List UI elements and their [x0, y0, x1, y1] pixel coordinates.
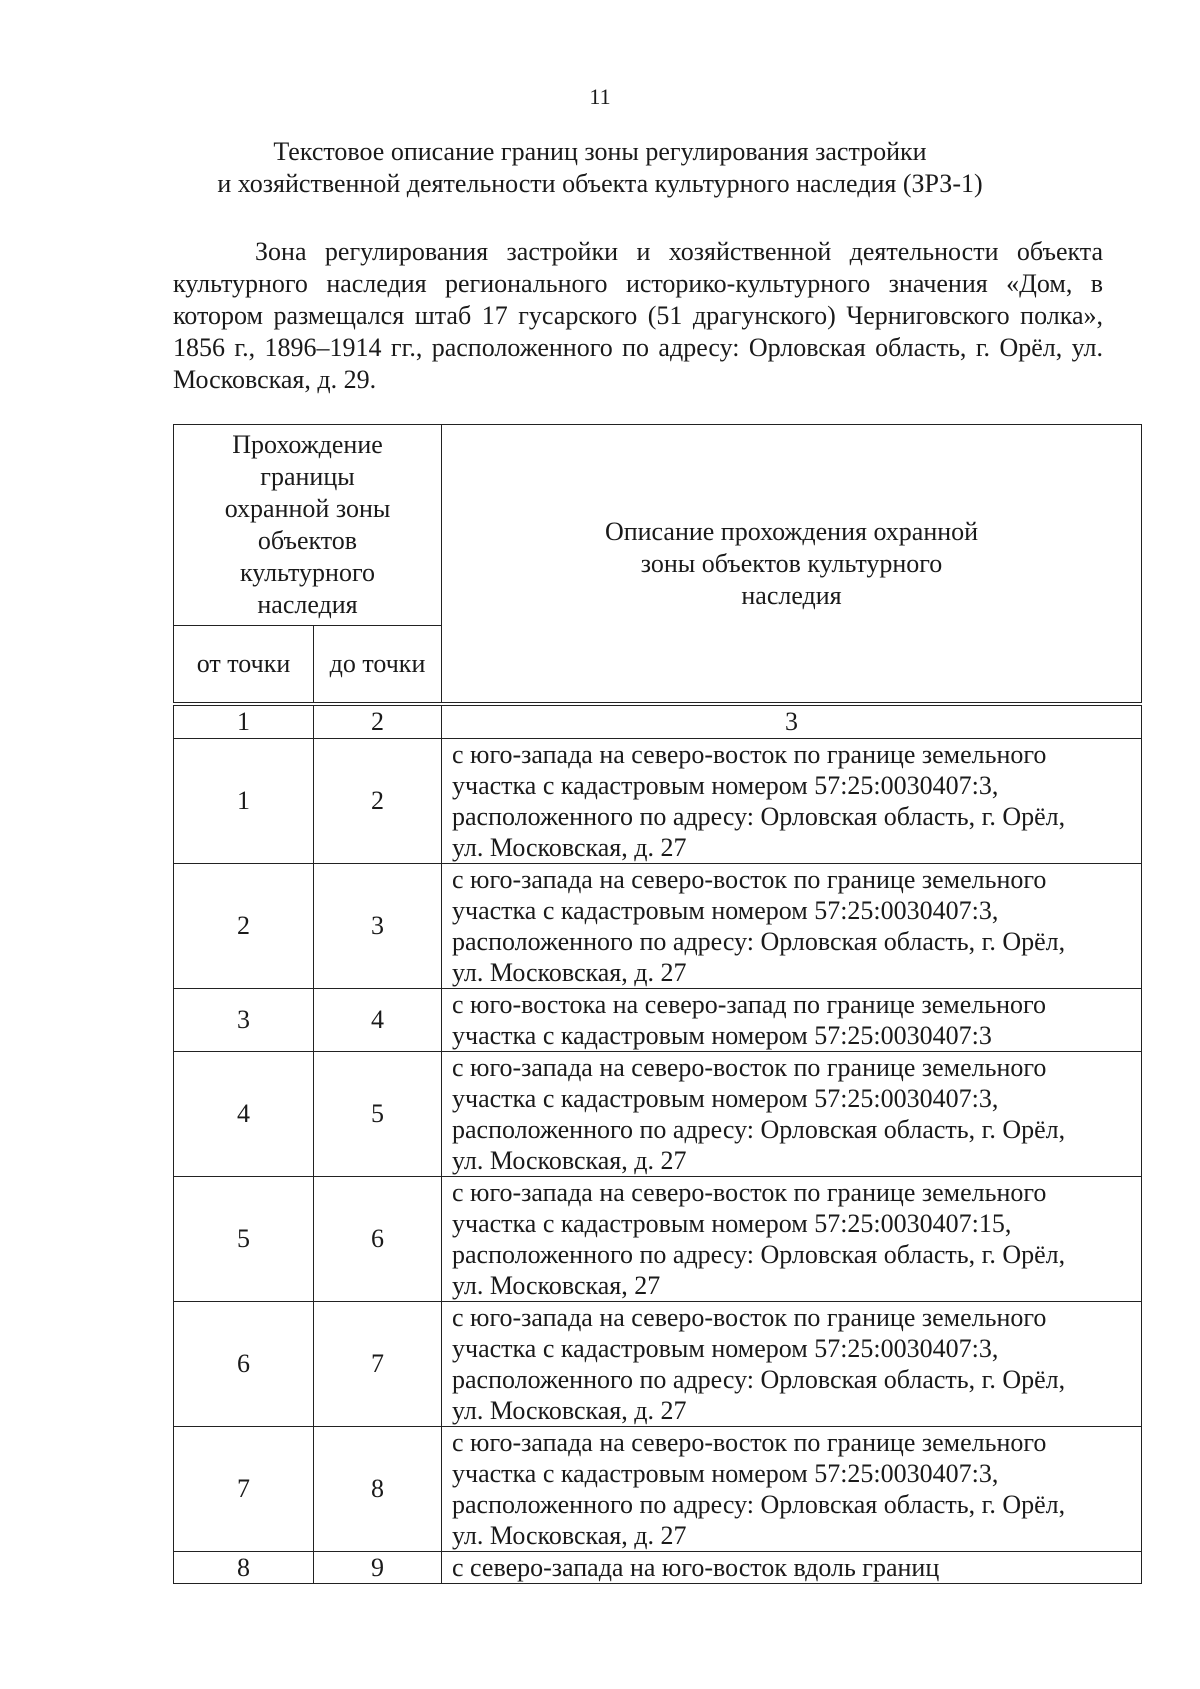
- description-line: с юго-востока на северо-запад по границе земельного: [452, 990, 1047, 1019]
- table-row: [174, 739, 1142, 864]
- from-point-cell: 1: [174, 739, 314, 864]
- description-cell: [442, 1177, 1142, 1302]
- description-line: расположенного по адресу: Орловская область, г. Орёл,: [452, 1490, 1066, 1519]
- table-row: [174, 1052, 1142, 1177]
- to-point-cell: 2: [314, 739, 442, 864]
- description-cell: [442, 1427, 1142, 1552]
- description-line: ул. Московская, д. 27: [452, 1521, 687, 1550]
- description-line: ул. Московская, д. 27: [452, 1396, 687, 1425]
- header-boundary-passage: Прохождение границы охранной зоны объектов культурного наследия: [174, 425, 442, 626]
- table-row: [174, 1427, 1142, 1552]
- description-cell: [442, 864, 1142, 989]
- column-number: 2: [314, 704, 442, 739]
- from-point-cell: 3: [174, 989, 314, 1052]
- title-line-2: и хозяйственной деятельности объекта культурного наследия (ЗРЗ-1): [217, 169, 983, 198]
- title-line-1: Текстовое описание границ зоны регулирования застройки: [273, 137, 927, 166]
- table-header-row: [174, 425, 1142, 626]
- description-line: участка с кадастровым номером 57:25:0030407:15,: [452, 1209, 1012, 1238]
- description-line: с юго-запада на северо-восток по границе земельного: [452, 740, 1047, 769]
- description-line: участка с кадастровым номером 57:25:0030407:3,: [452, 1084, 999, 1113]
- table-row: [174, 989, 1142, 1052]
- header-to-point: до точки: [314, 626, 442, 705]
- description-line: расположенного по адресу: Орловская область, г. Орёл,: [452, 802, 1066, 831]
- description-line: участка с кадастровым номером 57:25:0030407:3,: [452, 771, 999, 800]
- column-number-row: [174, 704, 1142, 739]
- column-number: 1: [174, 704, 314, 739]
- from-point-cell: 7: [174, 1427, 314, 1552]
- to-point-cell: 5: [314, 1052, 442, 1177]
- description-line: расположенного по адресу: Орловская область, г. Орёл,: [452, 1365, 1066, 1394]
- header-description: Описание прохождения охранной зоны объектов культурного наследия: [442, 425, 1142, 705]
- table-row: [174, 1552, 1142, 1584]
- description-cell: [442, 1552, 1142, 1584]
- description-line: с юго-запада на северо-восток по границе земельного: [452, 1053, 1047, 1082]
- description-line: расположенного по адресу: Орловская область, г. Орёл,: [452, 927, 1066, 956]
- description-line: с юго-запада на северо-восток по границе земельного: [452, 1303, 1047, 1332]
- description-line: с юго-запада на северо-восток по границе земельного: [452, 1178, 1047, 1207]
- to-point-cell: 3: [314, 864, 442, 989]
- from-point-cell: 5: [174, 1177, 314, 1302]
- document-title: [150, 136, 1050, 200]
- description-line: с северо-запада на юго-восток вдоль границ: [452, 1553, 940, 1582]
- description-line: участка с кадастровым номером 57:25:0030407:3,: [452, 1334, 999, 1363]
- description-line: с юго-запада на северо-восток по границе земельного: [452, 1428, 1047, 1457]
- to-point-cell: 4: [314, 989, 442, 1052]
- table-row: [174, 864, 1142, 989]
- description-line: ул. Московская, д. 27: [452, 958, 687, 987]
- column-number: 3: [442, 704, 1142, 739]
- intro-paragraph: Зона регулирования застройки и хозяйственной деятельности объекта культурного наследия регионального историко-культурного значения «Дом, в котором размещался штаб 17 гусарского (51 драгунского) Черниговского полка», 1856 г., 1896–1914 гг., расположенного по адресу: Орловская область, г. Орёл, ул. Московская, д. 29.: [173, 237, 1103, 394]
- from-point-cell: 2: [174, 864, 314, 989]
- from-point-cell: 8: [174, 1552, 314, 1584]
- description-line: расположенного по адресу: Орловская область, г. Орёл,: [452, 1240, 1066, 1269]
- table-row: [174, 1302, 1142, 1427]
- description-cell: [442, 989, 1142, 1052]
- to-point-cell: 7: [314, 1302, 442, 1427]
- description-cell: [442, 739, 1142, 864]
- to-point-cell: 6: [314, 1177, 442, 1302]
- description-line: с юго-запада на северо-восток по границе земельного: [452, 865, 1047, 894]
- description-line: участка с кадастровым номером 57:25:0030407:3,: [452, 1459, 999, 1488]
- to-point-cell: 9: [314, 1552, 442, 1584]
- page-number: 11: [589, 84, 611, 109]
- description-line: участка с кадастровым номером 57:25:0030407:3,: [452, 896, 999, 925]
- description-line: участка с кадастровым номером 57:25:0030407:3: [452, 1021, 992, 1050]
- description-line: ул. Московская, д. 27: [452, 833, 687, 862]
- description-line: ул. Московская, д. 27: [452, 1146, 687, 1175]
- to-point-cell: 8: [314, 1427, 442, 1552]
- description-line: ул. Московская, 27: [452, 1271, 661, 1300]
- header-from-point: от точки: [174, 626, 314, 705]
- from-point-cell: 4: [174, 1052, 314, 1177]
- from-point-cell: 6: [174, 1302, 314, 1427]
- description-cell: [442, 1052, 1142, 1177]
- boundary-table: [173, 424, 1142, 1584]
- table-row: [174, 1177, 1142, 1302]
- description-cell: [442, 1302, 1142, 1427]
- description-line: расположенного по адресу: Орловская область, г. Орёл,: [452, 1115, 1066, 1144]
